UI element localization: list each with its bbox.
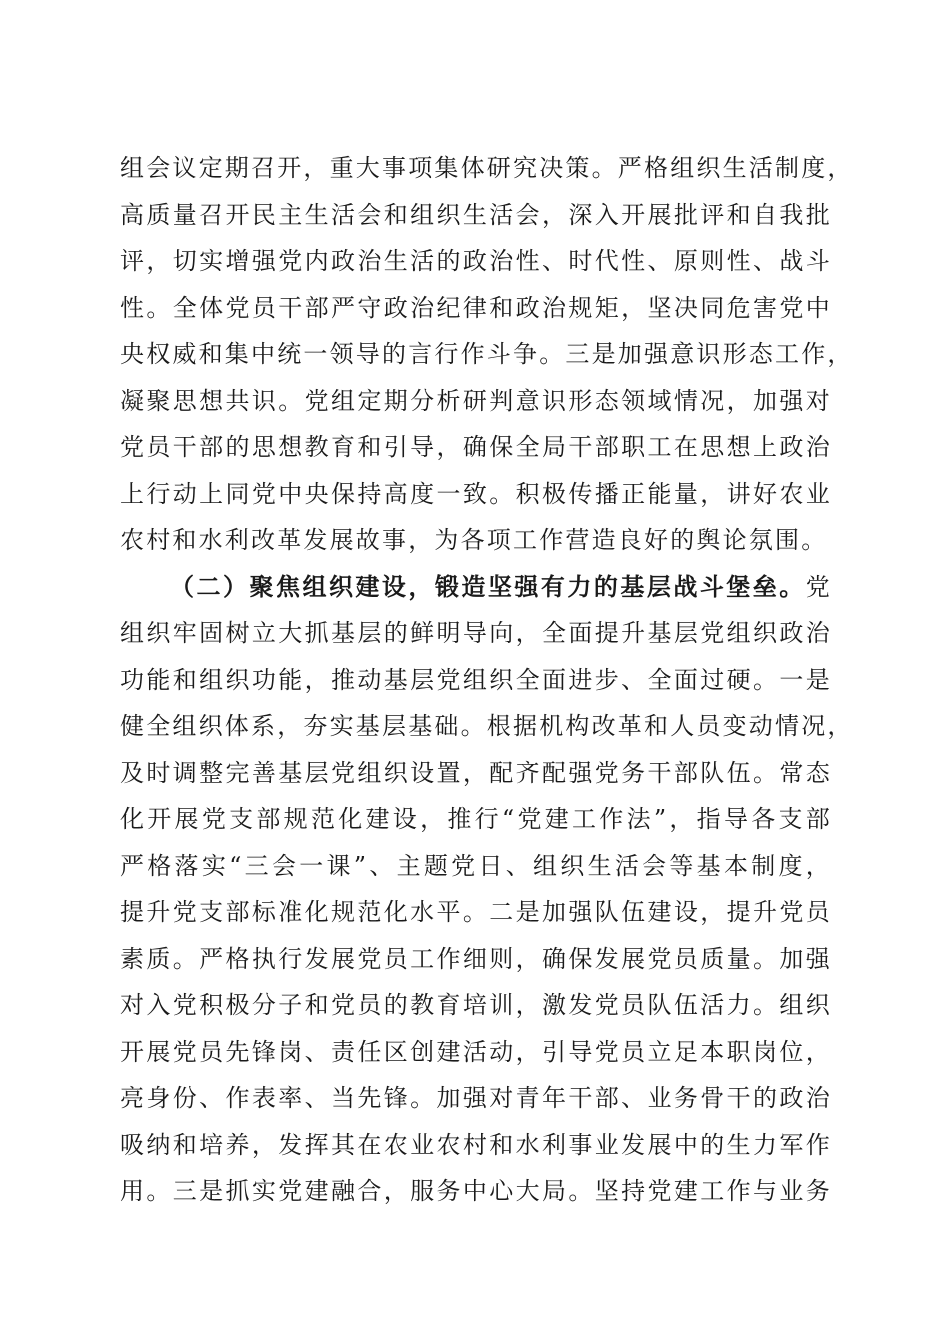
paragraph-1	[120, 145, 854, 564]
text-line: 及时调整完善基层党组织设置，配齐配强党务干部队伍。常态	[120, 758, 832, 787]
text-line: 央权威和集中统一领导的言行作斗争。三是加强意识形态工作，	[120, 340, 854, 368]
text-line: 素质。严格执行发展党员工作细则，确保发展党员质量。加强	[120, 944, 832, 973]
text-line: 严格落实“三会一课”、主题党日、组织生活会等基本制度，	[120, 851, 832, 880]
text-line: 组织牢固树立大抓基层的鲜明导向，全面提升基层党组织政治	[120, 619, 832, 647]
text-line: 组会议定期召开，重大事项集体研究决策。严格组织生活制度，	[120, 154, 854, 182]
text-line: 化开展党支部规范化建设，推行“党建工作法”，指导各支部	[120, 805, 832, 833]
heading-line-rest: 党	[805, 572, 832, 601]
text-line: 亮身份、作表率、当先锋。加强对青年干部、业务骨干的政治	[120, 1084, 832, 1112]
text-line: 上行动上同党中央保持高度一致。积极传播正能量，讲好农业	[120, 479, 832, 508]
section-heading-line	[120, 564, 832, 611]
text-line: 党员干部的思想教育和引导，确保全局干部职工在思想上政治	[120, 433, 832, 461]
text-line: 开展党员先锋岗、责任区创建活动，引导党员立足本职岗位，	[120, 1037, 832, 1066]
text-line: 评，切实增强党内政治生活的政治性、时代性、原则性、战斗	[120, 247, 832, 275]
text-line: 功能和组织功能，推动基层党组织全面进步、全面过硬。一是	[120, 665, 832, 694]
text-line: 吸纳和培养，发挥其在农业农村和水利事业发展中的生力军作	[120, 1130, 832, 1159]
section-heading: （二）聚焦组织建设，锻造坚强有力的基层战斗堡垒。	[170, 571, 806, 601]
text-line: 健全组织体系，夯实基层基础。根据机构改革和人员变动情况，	[120, 712, 854, 740]
paragraph-2	[120, 564, 854, 1215]
text-line: 农村和水利改革发展故事，为各项工作营造良好的舆论氛围。	[120, 526, 828, 554]
text-line: 提升党支部标准化规范化水平。二是加强队伍建设，提升党员	[120, 898, 832, 926]
text-line: 性。全体党员干部严守政治纪律和政治规矩，坚决同危害党中	[120, 293, 832, 322]
text-line: 对入党积极分子和党员的教育培训，激发党员队伍活力。组织	[120, 991, 832, 1019]
text-line: 用。三是抓实党建融合，服务中心大局。坚持党建工作与业务	[120, 1177, 832, 1205]
body-text	[120, 145, 854, 1215]
text-line: 高质量召开民主生活会和组织生活会，深入开展批评和自我批	[120, 200, 832, 229]
text-line: 凝聚思想共识。党组定期分析研判意识形态领域情况，加强对	[120, 386, 832, 415]
